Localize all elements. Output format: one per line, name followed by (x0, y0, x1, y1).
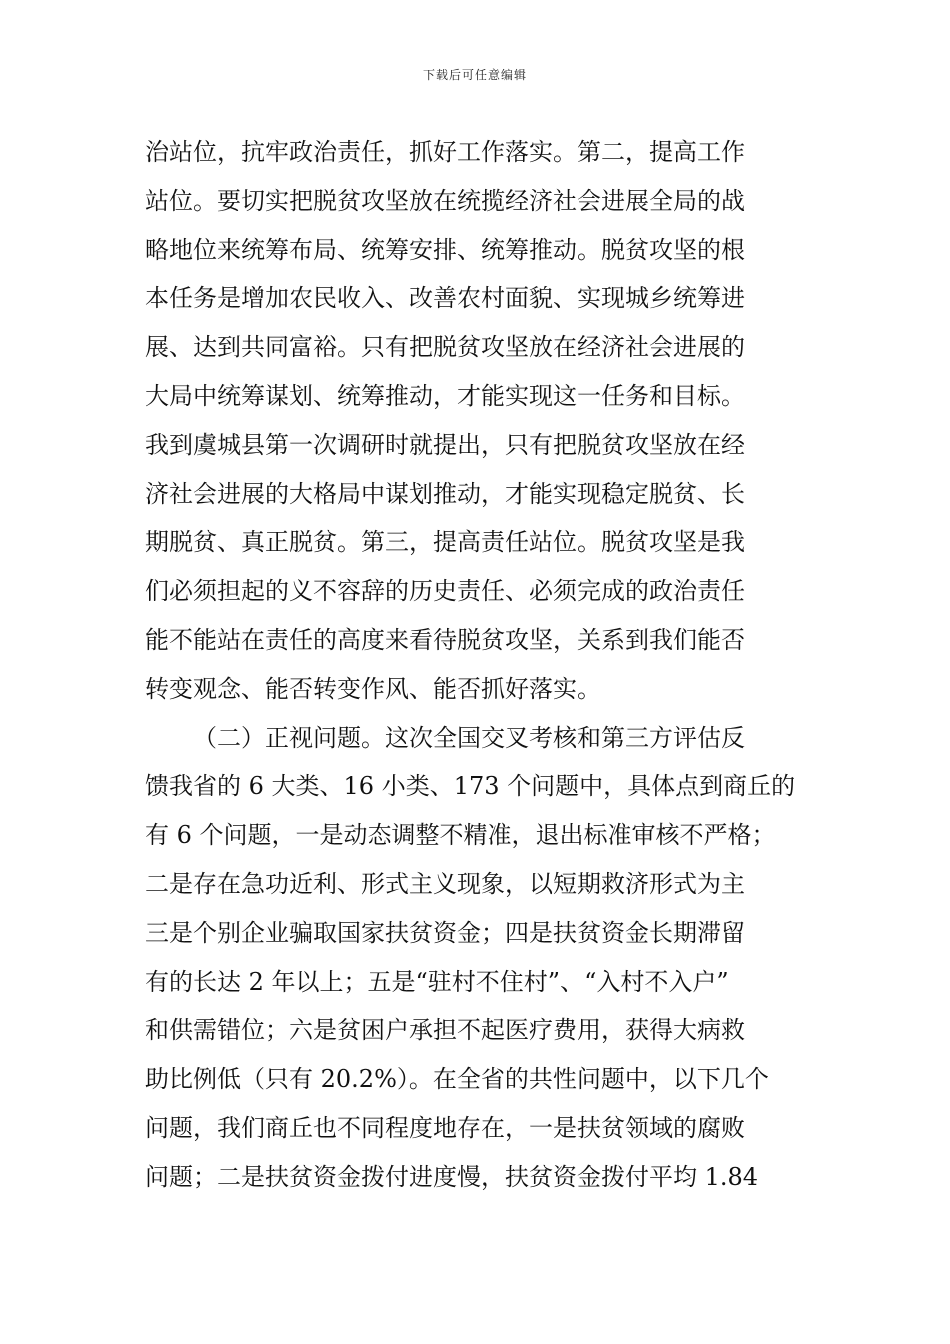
text-line: 济社会进展的大格局中谋划推动，才能实现稳定脱贫、长 (145, 479, 745, 508)
text-line: 问题，我们商丘也不同程度地存在，一是扶贫领域的腐败 (145, 1113, 745, 1142)
text-line: 问题；二是扶贫资金拨付进度慢，扶贫资金拨付平均 1.84 (145, 1162, 759, 1191)
text-line: 有的长达 2 年以上；五是“驻村不住村”、“入村不入户” (145, 967, 729, 996)
text-line: 馈我省的 6 大类、16 小类、173 个问题中，具体点到商丘的 (145, 772, 796, 801)
text-line: 们必须担起的义不容辞的历史责任、必须完成的政治责任 (145, 577, 745, 606)
text-line: 转变观念、能否转变作风、能否抓好落实。 (145, 674, 601, 703)
text-line: 有 6 个问题，一是动态调整不精准，退出标准审核不严格； (145, 821, 776, 850)
text-line: 治站位，抗牢政治责任，抓好工作落实。第二，提高工作 (145, 138, 745, 166)
text-line: 期脱贫、真正脱贫。第三，提高责任站位。脱贫攻坚是我 (145, 528, 745, 557)
document-body (145, 128, 815, 1202)
text-line: 略地位来统筹布局、统筹安排、统筹推动。脱贫攻坚的根 (145, 235, 745, 264)
text-line: 展、达到共同富裕。只有把脱贫攻坚放在经济社会进展的 (145, 333, 745, 362)
text-line: 大局中统筹谋划、统筹推动，才能实现这一任务和目标。 (145, 381, 745, 410)
text-line: 本任务是增加农民收入、改善农村面貌、实现城乡统筹进 (145, 284, 745, 313)
text-line: 我到虞城县第一次调研时就提出，只有把脱贫攻坚放在经 (145, 430, 745, 459)
text-line: 助比例低（只有 20.2%）。在全省的共性问题中，以下几个 (145, 1065, 769, 1094)
text-line: 和供需错位；六是贫困户承担不起医疗费用，获得大病救 (145, 1016, 745, 1045)
text-line: 二是存在急功近利、形式主义现象，以短期救济形式为主 (145, 869, 745, 898)
text-line: 能不能站在责任的高度来看待脱贫攻坚，关系到我们能否 (145, 625, 745, 654)
page-header-note: 下载后可任意编辑 (422, 68, 527, 82)
text-line: 站位。要切实把脱贫攻坚放在统揽经济社会进展全局的战 (145, 186, 745, 215)
text-line: 三是个别企业骗取国家扶贫资金；四是扶贫资金长期滞留 (145, 918, 745, 947)
paragraph-start-line: （二）正视问题。这次全国交叉考核和第三方评估反 (193, 723, 745, 752)
